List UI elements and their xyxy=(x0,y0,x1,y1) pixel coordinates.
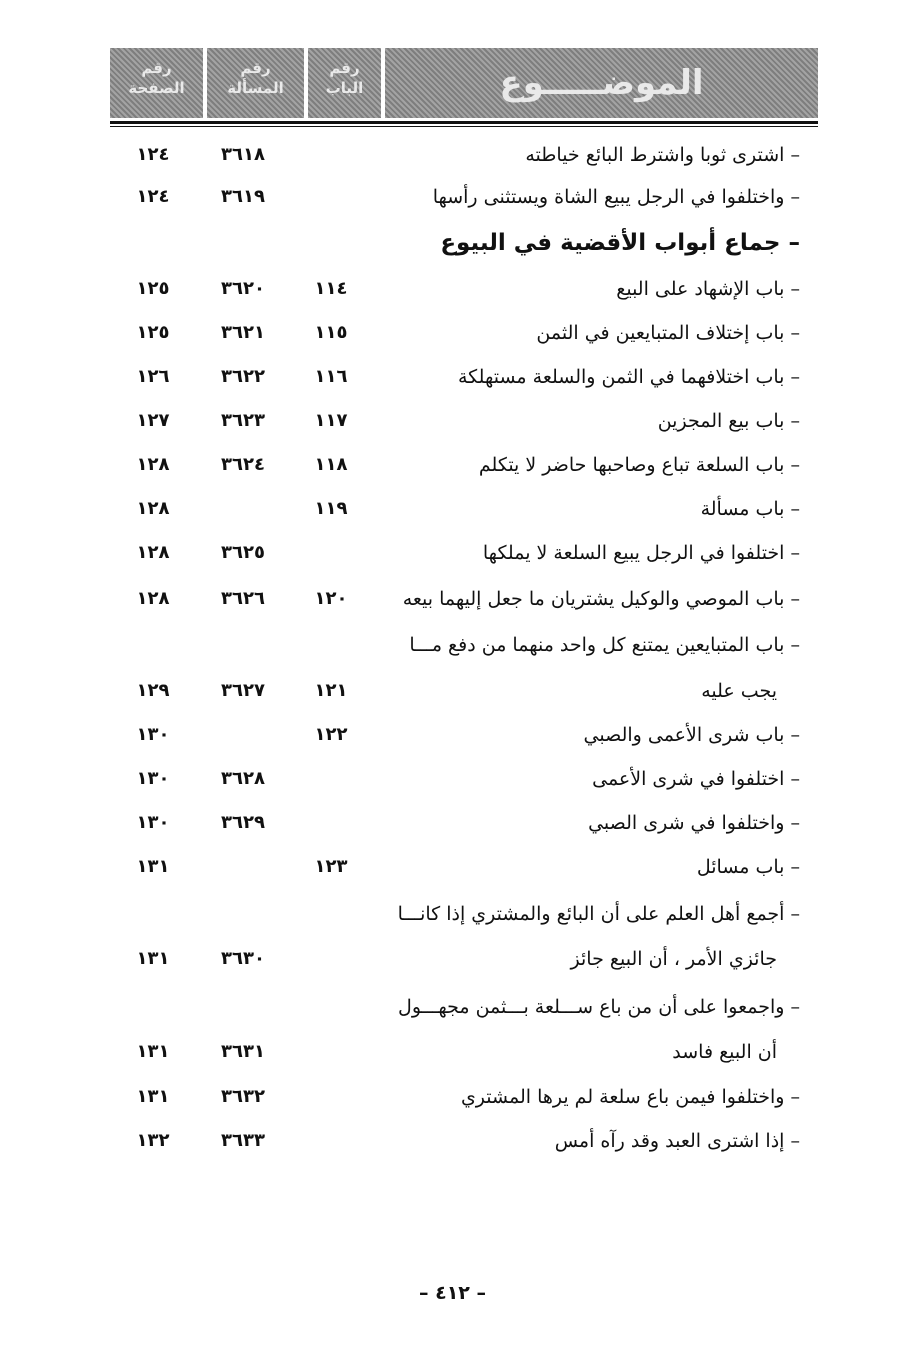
bab-number: ١١٧ xyxy=(314,410,348,431)
bab-number: ١١٥ xyxy=(314,322,348,343)
toc-title: – إذا اشترى العبد وقد رآه أمس xyxy=(554,1130,800,1152)
bab-number: ١٢١ xyxy=(314,680,348,701)
header-bab-label-2: الباب xyxy=(325,79,364,97)
header-topic xyxy=(385,48,818,118)
toc-row xyxy=(0,714,905,756)
toc-row xyxy=(0,624,905,666)
toc-title: – واختلفوا في الرجل يبيع الشاة ويستثنى رأسها xyxy=(432,186,800,208)
page-number: ١٢٥ xyxy=(136,322,170,343)
masala-number: ٣٦٢٦ xyxy=(221,588,265,609)
masala-number: ٣٦٢٤ xyxy=(221,454,265,475)
toc-title: – واجمعوا على أن من باع ســـلعة بـــثمن مجهـــول xyxy=(398,996,800,1018)
toc-title: – باب السلعة تباع وصاحبها حاضر لا يتكلم xyxy=(478,454,800,476)
page-number: ١٢٩ xyxy=(136,680,170,701)
header-bab-label-1: رقم xyxy=(329,59,360,77)
toc-title: – باب الإشهاد على البيع xyxy=(616,278,800,300)
page-number: ١٣٠ xyxy=(136,812,170,833)
page-number: ١٢٧ xyxy=(136,410,170,431)
toc-title: – باب شرى الأعمى والصبي xyxy=(583,724,800,746)
masala-number: ٣٦٢٥ xyxy=(221,542,265,563)
toc-row xyxy=(0,400,905,442)
page-number: ١٢٨ xyxy=(136,542,170,563)
masala-number: ٣٦٣٠ xyxy=(221,948,265,969)
masala-number: ٣٦٢٢ xyxy=(221,366,265,387)
masala-number: ٣٦٢٣ xyxy=(221,410,265,431)
toc-title: – باب اختلافهما في الثمن والسلعة مستهلكة xyxy=(458,366,800,388)
toc-title: – باب الموصي والوكيل يشتريان ما جعل إليهما بيعه xyxy=(402,588,800,610)
toc-section-heading xyxy=(0,222,905,264)
toc-row xyxy=(0,488,905,530)
toc-row xyxy=(0,356,905,398)
masala-number: ٣٦٣٢ xyxy=(221,1086,265,1107)
header-bab xyxy=(308,48,381,118)
toc-title: – باب بيع المجزين xyxy=(657,410,800,432)
page-number: ١٣٢ xyxy=(136,1130,170,1151)
bab-number: ١٢٣ xyxy=(314,856,348,877)
masala-number: ٣٦٣٣ xyxy=(221,1130,265,1151)
page-number: ١٢٤ xyxy=(136,144,170,165)
page-number: ١٢٨ xyxy=(136,498,170,519)
toc-row xyxy=(0,176,905,218)
toc-title: – باب مسائل xyxy=(696,856,800,878)
toc-row xyxy=(0,986,905,1028)
masala-number: ٣٦١٩ xyxy=(221,186,265,207)
toc-row xyxy=(0,1120,905,1162)
toc-title: – باب المتبايعين يمتنع كل واحد منهما من دفع مـــا xyxy=(409,634,800,656)
toc-row xyxy=(0,134,905,176)
toc-row xyxy=(0,893,905,935)
toc-row xyxy=(0,312,905,354)
page-number: ١٢٨ xyxy=(136,454,170,475)
toc-row xyxy=(0,268,905,310)
bab-number: ١١٦ xyxy=(314,366,348,387)
toc-title: – أجمع أهل العلم على أن البائع والمشتري إذا كانـــا xyxy=(397,903,800,925)
page-number: ١٢٤ xyxy=(136,186,170,207)
page-number: ١٣١ xyxy=(136,1041,170,1062)
toc-row xyxy=(0,1031,905,1073)
toc-title: – باب مسألة xyxy=(700,498,800,520)
header-rule-thin xyxy=(110,126,818,127)
header-page-label-2: الصفحة xyxy=(128,79,185,97)
toc-row xyxy=(0,1076,905,1118)
masala-number: ٣٦٣١ xyxy=(221,1041,265,1062)
toc-title: – باب إختلاف المتبايعين في الثمن xyxy=(536,322,800,344)
toc-row xyxy=(0,802,905,844)
page-number: ١٣١ xyxy=(136,1086,170,1107)
header-masala xyxy=(207,48,304,118)
header-topic-label: الموضـــــوع xyxy=(499,63,704,103)
bab-number: ١١٩ xyxy=(314,498,348,519)
toc-title-continuation: جائزي الأمر ، أن البيع جائز xyxy=(570,948,777,970)
bab-number: ١٢٠ xyxy=(314,588,348,609)
header-page xyxy=(110,48,203,118)
masala-number: ٣٦٢٧ xyxy=(221,680,265,701)
toc-title: – واختلفوا فيمن باع سلعة لم يرها المشتري xyxy=(460,1086,800,1108)
toc-title: – واختلفوا في شرى الصبي xyxy=(588,812,800,834)
page-number: ١٢٥ xyxy=(136,278,170,299)
header-masala-label-1: رقم xyxy=(240,59,271,77)
masala-number: ٣٦٢٨ xyxy=(221,768,265,789)
footer-page-number: – ٤١٢ – xyxy=(418,1282,487,1304)
toc-row xyxy=(0,578,905,620)
toc-row xyxy=(0,758,905,800)
bab-number: ١١٨ xyxy=(314,454,348,475)
toc-row xyxy=(0,938,905,980)
page-number: ١٣٠ xyxy=(136,724,170,745)
masala-number: ٣٦٢١ xyxy=(221,322,265,343)
header-rule-thick xyxy=(110,121,818,124)
toc-title-continuation: أن البيع فاسد xyxy=(672,1041,777,1063)
page-number: ١٣٠ xyxy=(136,768,170,789)
page-number: ١٢٦ xyxy=(136,366,170,387)
section-heading-title: – جماع أبواب الأقضية في البيوع xyxy=(440,230,800,256)
toc-row xyxy=(0,846,905,888)
toc-row xyxy=(0,670,905,712)
page-number: ١٢٨ xyxy=(136,588,170,609)
toc-row xyxy=(0,444,905,486)
table-header xyxy=(110,48,818,118)
bab-number: ١١٤ xyxy=(314,278,348,299)
header-page-label-1: رقم xyxy=(141,59,172,77)
toc-title: – اشترى ثوبا واشترط البائع خياطته xyxy=(525,144,800,166)
toc-title: – اختلفوا في الرجل يبيع السلعة لا يملكها xyxy=(482,542,800,564)
toc-title-continuation: يجب عليه xyxy=(701,680,777,702)
toc-title: – اختلفوا في شرى الأعمى xyxy=(592,768,800,790)
masala-number: ٣٦٢٠ xyxy=(221,278,265,299)
masala-number: ٣٦١٨ xyxy=(221,144,265,165)
bab-number: ١٢٢ xyxy=(314,724,348,745)
page-number: ١٣١ xyxy=(136,948,170,969)
page-number: ١٣١ xyxy=(136,856,170,877)
masala-number: ٣٦٢٩ xyxy=(221,812,265,833)
header-masala-label-2: المسألة xyxy=(227,79,284,97)
toc-row xyxy=(0,532,905,574)
